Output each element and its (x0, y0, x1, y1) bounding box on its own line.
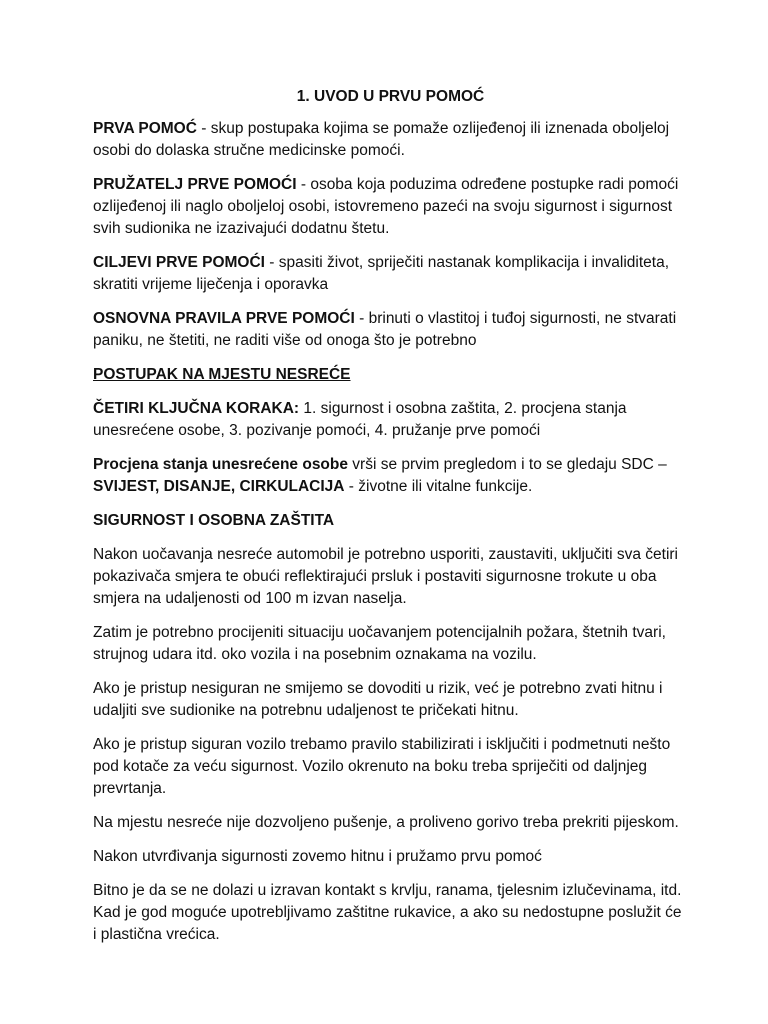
paragraph-siguran-pristup: Ako je pristup siguran vozilo trebamo pravilo stabilizirati i isključiti i podmetnuti nešto pod kotače za veću sigurnost. Vozilo okrenuto na boku treba spriječiti od daljnjeg prevrtanja. (93, 736, 671, 797)
paragraph-ciljevi (93, 252, 688, 296)
definition-cetiri-koraka: 1. sigurnost i osobna zaštita, 2. procjena stanja unesrećene osobe, 3. pozivanje pomoći, 4. pružanje prve pomoći (93, 400, 627, 439)
definition-prva-pomoc: - skup postupaka kojima se pomaže ozlijeđenoj ili iznenada oboljeloj osobi do dolaska stručne medicinske pomoći. (93, 120, 670, 159)
definition-ciljevi: - spasiti život, spriječiti nastanak komplikacija i invaliditeta, skratiti vrijeme liječenja i oporavka (93, 254, 670, 293)
paragraph-zovemo-hitnu: Nakon utvrđivanja sigurnosti zovemo hitnu i pružamo prvu pomoć (93, 848, 542, 865)
paragraph-prva-pomoc (93, 118, 688, 162)
term-pruzatelj: PRUŽATELJ PRVE POMOĆI (93, 176, 297, 193)
text-procjena-stanja: vrši se prvim pregledom i to se gledaju SDC – (348, 456, 667, 473)
paragraph-uocavanje: Nakon uočavanja nesreće automobil je potrebno usporiti, zaustaviti, uključiti sva četiri pokazivača smjera te obući reflektirajući prsluk i postaviti sigurnosne trokute u oba smjera na udaljenosti od 100 m izvan naselja. (93, 546, 678, 607)
definition-osnovna-pravila: - brinuti o vlastitoj i tuđoj sigurnosti, ne stvarati paniku, ne štetiti, ne raditi više od onoga što je potrebno (93, 310, 677, 349)
paragraph-osnovna-pravila (93, 308, 688, 352)
text-vitalne-funkcije: - životne ili vitalne funkcije. (344, 478, 533, 495)
paragraph-nesiguran-pristup: Ako je pristup nesiguran ne smijemo se dovoditi u rizik, već je potrebno zvati hitnu i udaljiti sve sudionike na potrebnu udaljenost te pričekati hitnu. (93, 680, 663, 719)
term-procjena-stanja: Procjena stanja unesrećene osobe (93, 456, 348, 473)
term-prva-pomoc: PRVA POMOĆ (93, 120, 197, 137)
term-ciljevi: CILJEVI PRVE POMOĆI (93, 254, 265, 271)
paragraph-pruzatelj (93, 174, 688, 240)
paragraph-zastita: Bitno je da se ne dolazi u izravan kontakt s krvlju, ranama, tjelesnim izlučevinama, itd. Kad je god moguće upotrebljivamo zaštitne rukavice, a ako su nedostupne poslužit će i plastična vrećica. (93, 882, 682, 943)
term-cetiri-koraka: ČETIRI KLJUČNA KORAKA: (93, 400, 300, 417)
paragraph-procjena-stanja (93, 454, 688, 498)
definition-pruzatelj: - osoba koja poduzima određene postupke radi pomoći ozlijeđenoj ili naglo oboljeloj osobi, istovremeno pazeći na svoju sigurnost i sigurnost svih sudionika ne izazivajući dodatnu štetu. (93, 176, 679, 237)
document-title: 1. UVOD U PRVU POMOĆ (296, 88, 485, 105)
paragraph-procjena-situacije: Zatim je potrebno procijeniti situaciju uočavanjem potencijalnih požara, štetnih tvari, strujnog udara itd. oko vozila i na posebnim oznakama na vozilu. (93, 624, 666, 663)
term-svijest-disanje: SVIJEST, DISANJE, CIRKULACIJA (93, 478, 345, 495)
paragraph-pusenje: Na mjestu nesreće nije dozvoljeno pušenje, a proliveno gorivo treba prekriti pijeskom. (93, 814, 679, 831)
section-heading-postupak: POSTUPAK NA MJESTU NESREĆE (93, 366, 351, 383)
section-heading-sigurnost: SIGURNOST I OSOBNA ZAŠTITA (93, 512, 335, 529)
term-osnovna-pravila: OSNOVNA PRAVILA PRVE POMOĆI (93, 310, 355, 327)
paragraph-cetiri-koraka (93, 398, 688, 442)
